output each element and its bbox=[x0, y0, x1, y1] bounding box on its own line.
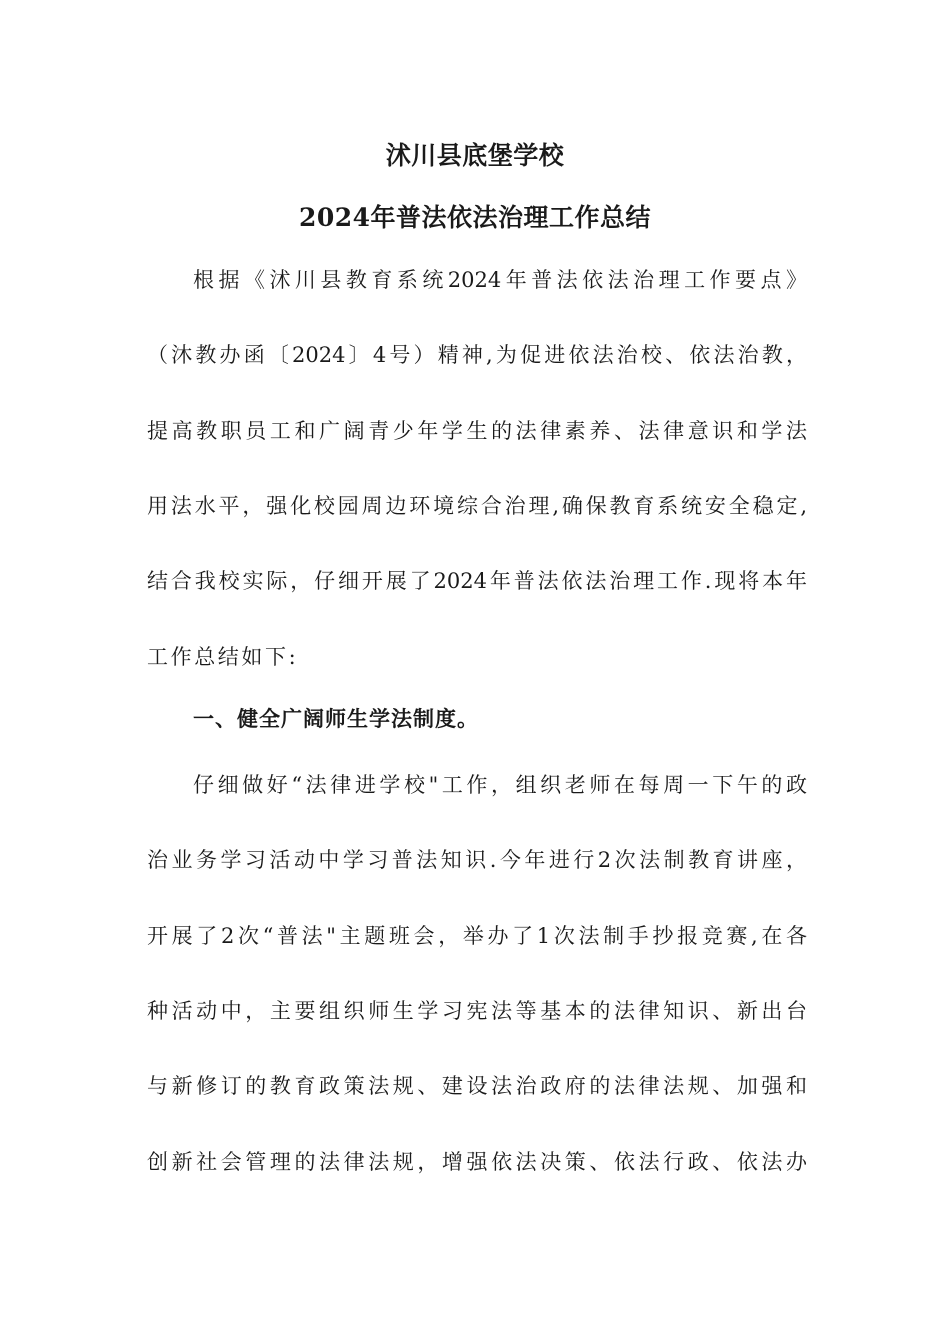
paragraph-line: 结合我校实际，仔细开展了2024年普法依法治理工作.现将本年 bbox=[147, 569, 807, 593]
document-title-school: 沭川县底堡学校 bbox=[385, 141, 565, 170]
section-heading: 一、健全广阔师生学法制度。 bbox=[193, 706, 479, 731]
paragraph-line: 用法水平，强化校园周边环境综合治理,确保教育系统安全稳定, bbox=[147, 494, 807, 518]
paragraph-line: 工作总结如下: bbox=[147, 645, 299, 669]
paragraph-line: 创新社会管理的法律法规，增强依法决策、依法行政、依法办 bbox=[147, 1150, 807, 1174]
paragraph-line: 与新修订的教育政策法规、建设法治政府的法律法规、加强和 bbox=[147, 1074, 807, 1098]
document-title-report: 2024年普法依法治理工作总结 bbox=[298, 203, 652, 232]
paragraph-line: 提高教职员工和广阔青少年学生的法律素养、法律意识和学法 bbox=[147, 419, 807, 443]
paragraph-line: 开展了2次“普法"主题班会，举办了1次法制手抄报竞赛,在各 bbox=[147, 924, 807, 948]
paragraph-line: 治业务学习活动中学习普法知识.今年进行2次法制教育讲座， bbox=[147, 848, 807, 872]
paragraph-line: 仔细做好“法律进学校"工作，组织老师在每周一下午的政 bbox=[193, 773, 807, 797]
paragraph-line: （沐教办函〔2024〕4号）精神,为促进依法治校、依法治教， bbox=[147, 343, 807, 367]
paragraph-line: 根据《沭川县教育系统2024年普法依法治理工作要点》 bbox=[193, 268, 807, 292]
paragraph-line: 种活动中，主要组织师生学习宪法等基本的法律知识、新出台 bbox=[147, 999, 807, 1023]
